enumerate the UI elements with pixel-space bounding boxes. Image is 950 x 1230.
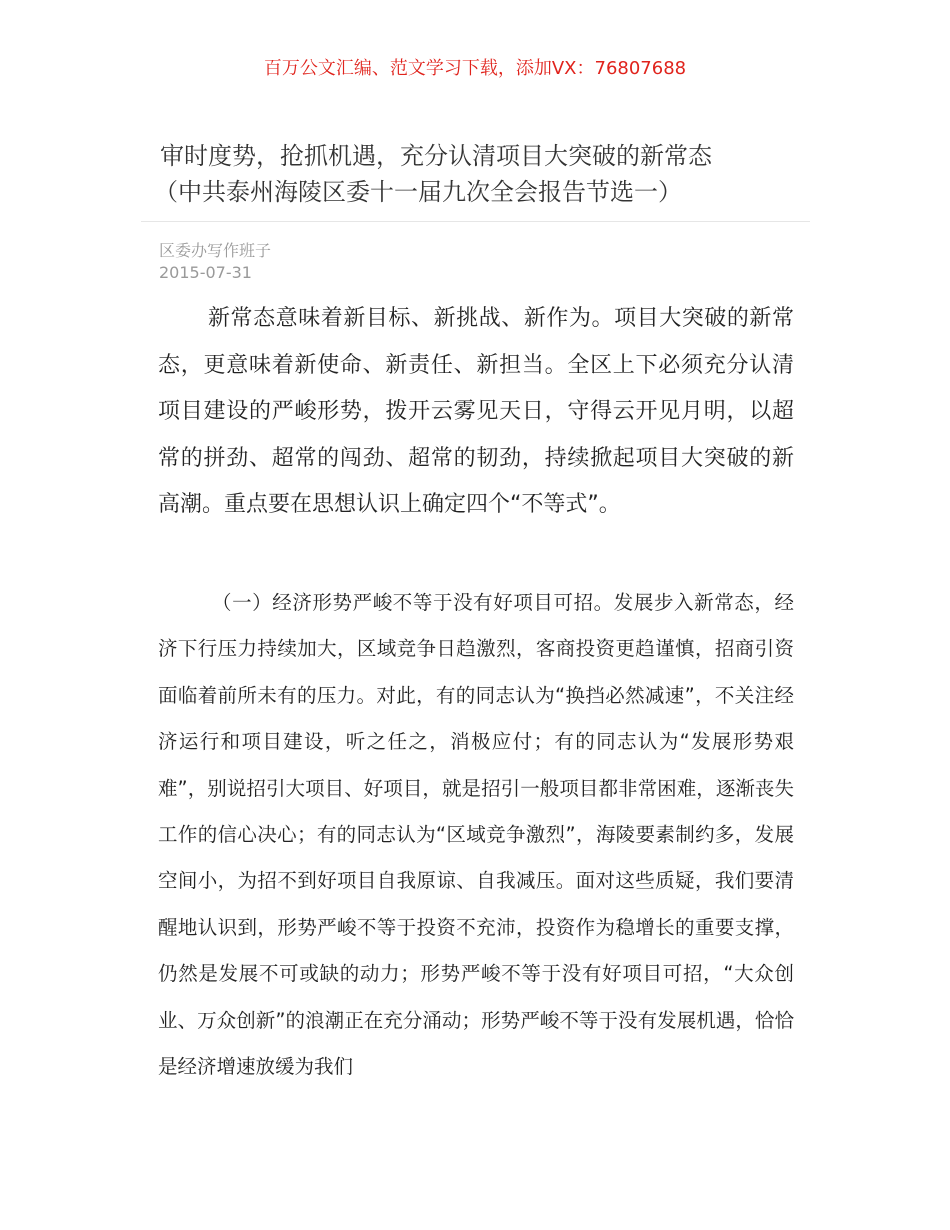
article-meta (159, 240, 271, 284)
article-date: 2015-07-31 (159, 263, 252, 282)
body-paragraph-1: 新常态意味着新目标、新挑战、新作为。项目大突破的新常态，更意味着新使命、新责任、新担当。全区上下必须充分认清项目建设的严峻形势，拨开云雾见天日，守得云开见月明，以超常的拼劲、超常的闯劲、超常的韧劲，持续掀起项目大突破的新高潮。重点要在思想认识上确定四个“不等式”。 (158, 306, 794, 517)
body-paragraph-2: （一）经济形势严峻不等于没有好项目可招。发展步入新常态，经济下行压力持续加大，区域竞争日趋激烈，客商投资更趋谨慎，招商引资面临着前所未有的压力。对此，有的同志认为“换挡必然减速”，不关注经济运行和项目建设，听之任之，消极应付；有的同志认为“发展形势艰难”，别说招引大项目、好项目，就是招引一般项目都非常困难，逐渐丧失工作的信心决心；有的同志认为“区域竞争激烈”，海陵要素制约多，发展空间小，为招不到好项目自我原谅、自我减压。面对这些质疑，我们要清醒地认识到，形势严峻不等于投资不充沛，投资作为稳增长的重要支撑，仍然是发展不可或缺的动力；形势严峻不等于没有好项目可招，“大众创业、万众创新”的浪潮正在充分涌动；形势严峻不等于没有发展机遇，恰恰是经济增速放缓为我们 (158, 591, 794, 1079)
promo-banner: 百万公文汇编、范文学习下载，添加VX：76807688 (263, 58, 687, 79)
title-divider (141, 221, 810, 222)
article-title (154, 138, 810, 210)
article-author: 区委办写作班子 (159, 241, 272, 260)
title-line-1: 审时度势，抢抓机遇，充分认清项目大突破的新常态 (160, 142, 712, 170)
title-line-2: （中共泰州海陵区委十一届九次全会报告节选一） (154, 178, 682, 206)
